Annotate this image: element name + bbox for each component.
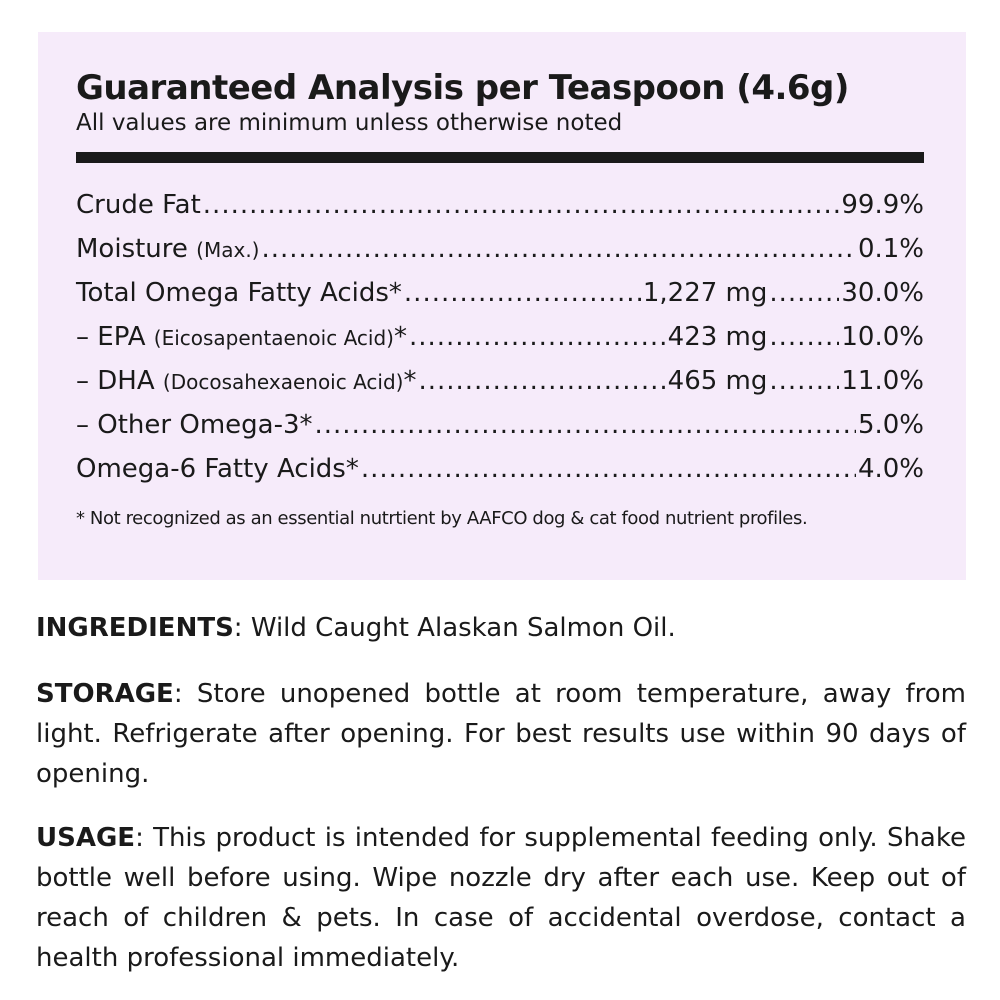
leader-dots: [418, 359, 665, 403]
leader-dots: [315, 403, 856, 447]
analysis-row-dha: [76, 359, 924, 403]
analysis-divider: [76, 152, 924, 163]
ingredients-section: [36, 608, 966, 648]
usage-text: : This product is intended for supplemental feeding only. Shake bottle well before using. Wipe nozzle dry after each use. Keep out of reach of children & pets. In case of accidental overdose, contact a health professional immediately.: [36, 823, 966, 973]
leader-dots: [404, 271, 641, 315]
row-label: – EPA (Eicosapentaenoic Acid)*: [76, 322, 407, 352]
row-percent: 4.0%: [857, 454, 924, 484]
row-amount: 1,227 mg: [642, 278, 768, 308]
analysis-rows: [76, 183, 924, 491]
row-label: Crude Fat: [76, 190, 201, 220]
leader-dots: [769, 315, 839, 359]
row-percent: 11.0%: [841, 366, 924, 396]
usage-heading: USAGE: [36, 823, 136, 853]
leader-dots: [769, 271, 839, 315]
analysis-row-total-omega: [76, 271, 924, 315]
leader-dots: [361, 447, 856, 491]
row-label: – DHA (Docosahexaenoic Acid)*: [76, 366, 417, 396]
row-percent: 30.0%: [841, 278, 924, 308]
row-percent: 5.0%: [857, 410, 924, 440]
row-label: Omega-6 Fatty Acids*: [76, 454, 359, 484]
row-label: Moisture (Max.): [76, 234, 260, 264]
leader-dots: [203, 183, 840, 227]
analysis-row-epa: [76, 315, 924, 359]
ingredients-text: : Wild Caught Alaskan Salmon Oil.: [233, 613, 676, 643]
storage-text: : Store unopened bottle at room temperature, away from light. Refrigerate after opening. For best results use within 90 days of opening.: [36, 679, 966, 789]
analysis-subtitle: All values are minimum unless otherwise noted: [76, 110, 623, 136]
row-percent: 99.9%: [841, 190, 924, 220]
row-percent: 10.0%: [841, 322, 924, 352]
usage-section: [36, 818, 966, 978]
row-amount: 423 mg: [667, 322, 768, 352]
row-amount: 465 mg: [667, 366, 768, 396]
row-label: – Other Omega-3*: [76, 410, 313, 440]
analysis-row-other-omega3: [76, 403, 924, 447]
storage-section: [36, 674, 966, 794]
storage-heading: STORAGE: [36, 679, 174, 709]
analysis-row-crude-fat: [76, 183, 924, 227]
analysis-title: Guaranteed Analysis per Teaspoon (4.6g): [76, 68, 849, 108]
analysis-row-moisture: [76, 227, 924, 271]
row-percent: 0.1%: [857, 234, 924, 264]
leader-dots: [409, 315, 666, 359]
guaranteed-analysis-panel: [38, 32, 966, 580]
analysis-row-omega6: [76, 447, 924, 491]
row-label: Total Omega Fatty Acids*: [76, 278, 402, 308]
analysis-footnote: * Not recognized as an essential nutrtient by AAFCO dog & cat food nutrient profiles.: [76, 508, 808, 529]
leader-dots: [769, 359, 839, 403]
leader-dots: [261, 227, 855, 271]
ingredients-heading: INGREDIENTS: [36, 613, 234, 643]
